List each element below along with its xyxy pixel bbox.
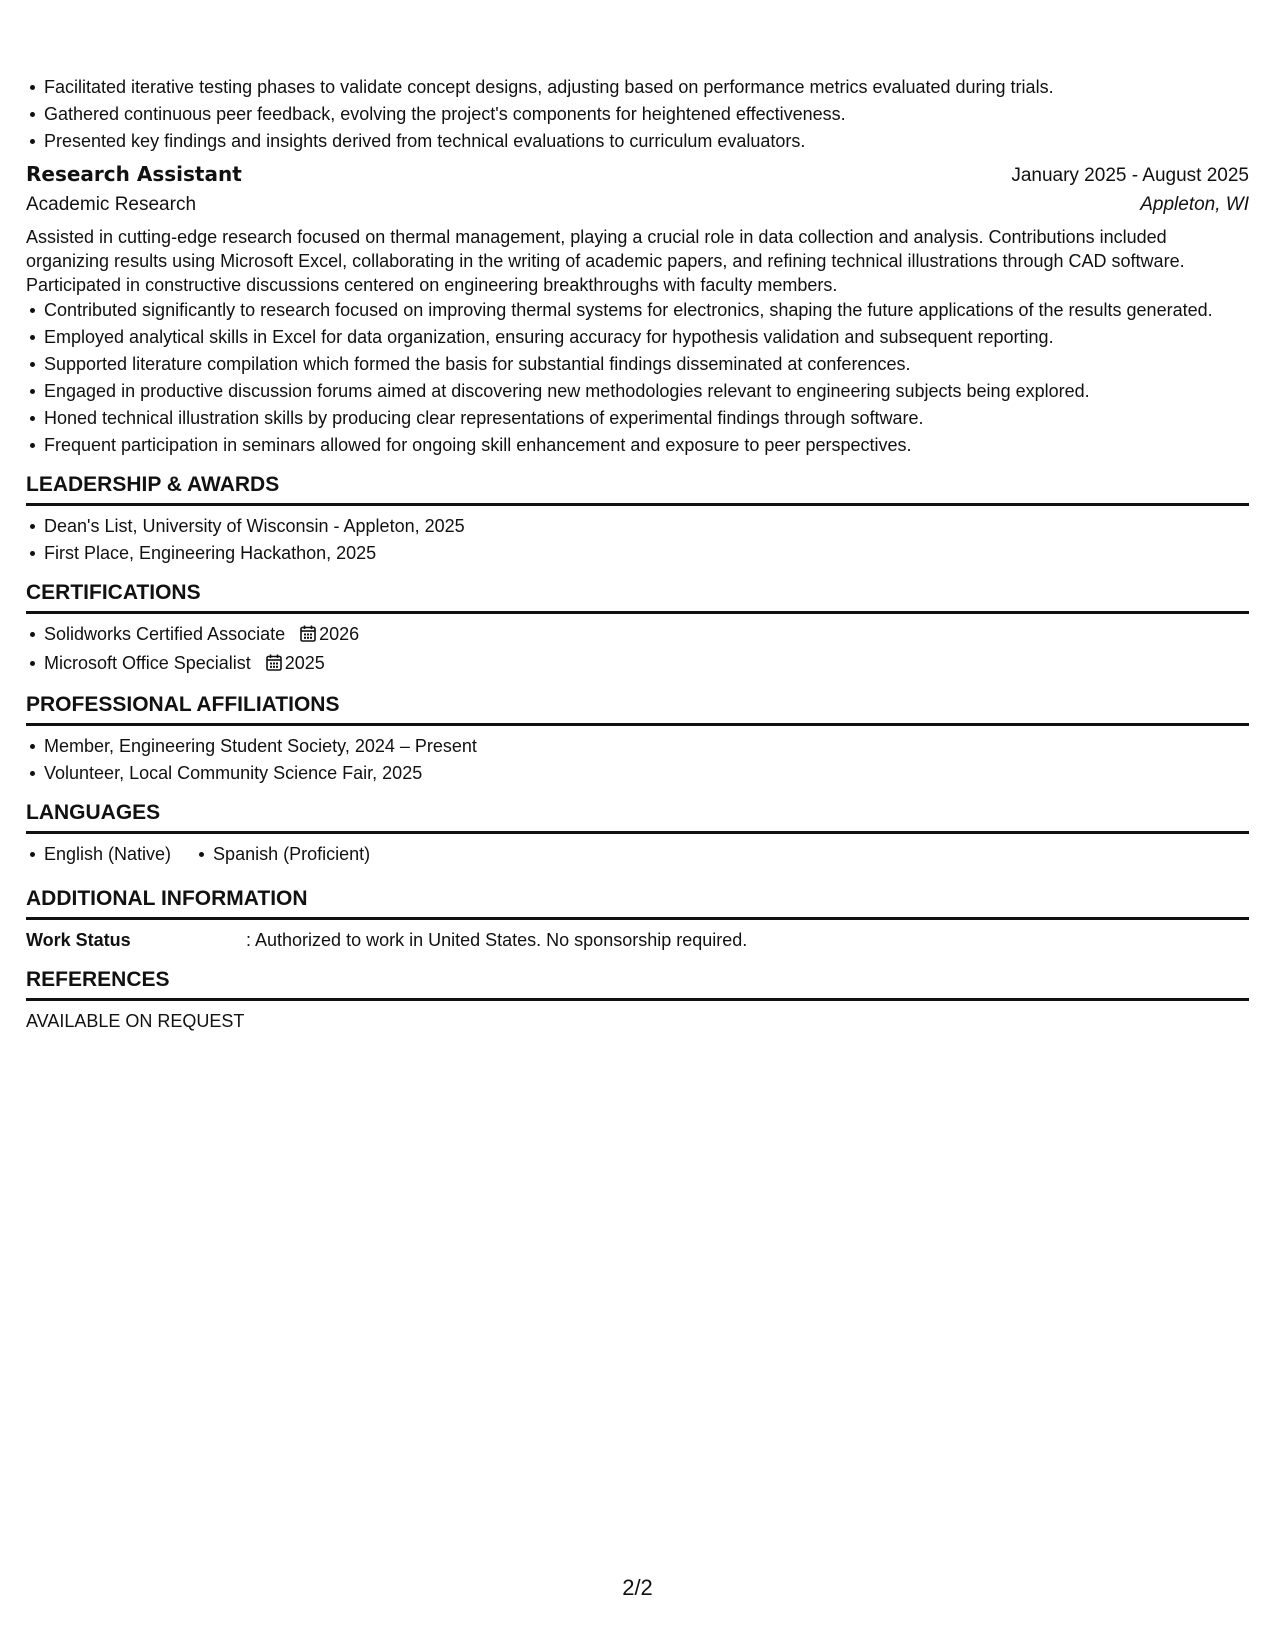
job-organization: Academic Research (26, 194, 197, 215)
certifications-section (26, 580, 1249, 676)
section-heading: PROFESSIONAL AFFILIATIONS (26, 692, 1249, 726)
leadership-list (26, 515, 1249, 564)
additional-info-section (26, 886, 1249, 951)
list-item: Presented key findings and insights derived from technical evaluations to curriculum evaluators. (44, 130, 1249, 152)
list-item: Contributed significantly to research focused on improving thermal systems for electronics, shaping the future applications of the results generated. (44, 299, 1249, 321)
list-item: Engaged in productive discussion forums aimed at discovering new methodologies relevant to engineering subjects being explored. (44, 380, 1249, 402)
job-summary: Assisted in cutting-edge research focused on thermal management, playing a crucial role in data collection and analysis. Contributions included organizing results using Microsoft Excel, collaborating in the writing of academic papers, and refining technical illustrations through CAD software. Participated in constructive discussions centered on engineering breakthroughs with faculty members. (26, 227, 1185, 295)
work-status-row (26, 929, 1249, 951)
languages-section (26, 800, 1249, 870)
section-heading: LEADERSHIP & AWARDS (26, 472, 1249, 506)
calendar-icon (266, 654, 282, 676)
certifications-list (26, 623, 1249, 676)
list-item: Volunteer, Local Community Science Fair, 2025 (44, 762, 1249, 784)
affiliations-section (26, 692, 1249, 784)
calendar-icon (300, 625, 316, 647)
references-section (26, 967, 1249, 1032)
certification-year: 2025 (284, 653, 325, 673)
list-item: English (Native) (44, 844, 172, 864)
list-item: Spanish (Proficient) (213, 844, 371, 864)
job-subheader (26, 193, 1249, 217)
list-item (44, 623, 1249, 647)
certification-name: Solidworks Certified Associate (44, 624, 286, 644)
references-text: AVAILABLE ON REQUEST (26, 1011, 245, 1031)
languages-list (26, 843, 1249, 870)
list-item: Gathered continuous peer feedback, evolving the project's components for heightened effectiveness. (44, 103, 1249, 125)
job-entry (26, 161, 1249, 456)
list-item: Supported literature compilation which formed the basis for substantial findings disseminated at conferences. (44, 353, 1249, 375)
section-heading: LANGUAGES (26, 800, 1249, 834)
intro-bullet-list (26, 76, 1249, 152)
list-item: Honed technical illustration skills by producing clear representations of experimental findings through software. (44, 407, 1249, 429)
job-bullet-list (26, 299, 1249, 456)
job-title: Research Assistant (26, 162, 242, 186)
list-item: Dean's List, University of Wisconsin - Appleton, 2025 (44, 515, 1249, 537)
language-group (195, 843, 370, 870)
section-heading: ADDITIONAL INFORMATION (26, 886, 1249, 920)
language-group (26, 843, 171, 870)
leadership-section (26, 472, 1249, 564)
work-status-label: Work Status (26, 930, 131, 950)
list-item: First Place, Engineering Hackathon, 2025 (44, 542, 1249, 564)
certification-name: Microsoft Office Specialist (44, 653, 251, 673)
work-status-value: : Authorized to work in United States. No sponsorship required. (246, 930, 748, 950)
section-heading: REFERENCES (26, 967, 1249, 1001)
list-item: Member, Engineering Student Society, 2024 – Present (44, 735, 1249, 757)
page-number: 2/2 (622, 1575, 653, 1600)
list-item: Frequent participation in seminars allowed for ongoing skill enhancement and exposure to peer perspectives. (44, 434, 1249, 456)
job-location: Appleton, WI (1140, 194, 1249, 215)
list-item: Employed analytical skills in Excel for data organization, ensuring accuracy for hypothesis validation and subsequent reporting. (44, 326, 1249, 348)
job-header (26, 161, 1249, 189)
affiliations-list (26, 735, 1249, 784)
resume-page (26, 76, 1249, 1032)
job-dates: January 2025 - August 2025 (1011, 165, 1249, 186)
list-item (44, 652, 1249, 676)
list-item: Facilitated iterative testing phases to validate concept designs, adjusting based on performance metrics evaluated during trials. (44, 76, 1249, 98)
section-heading: CERTIFICATIONS (26, 580, 1249, 614)
certification-year: 2026 (319, 624, 360, 644)
